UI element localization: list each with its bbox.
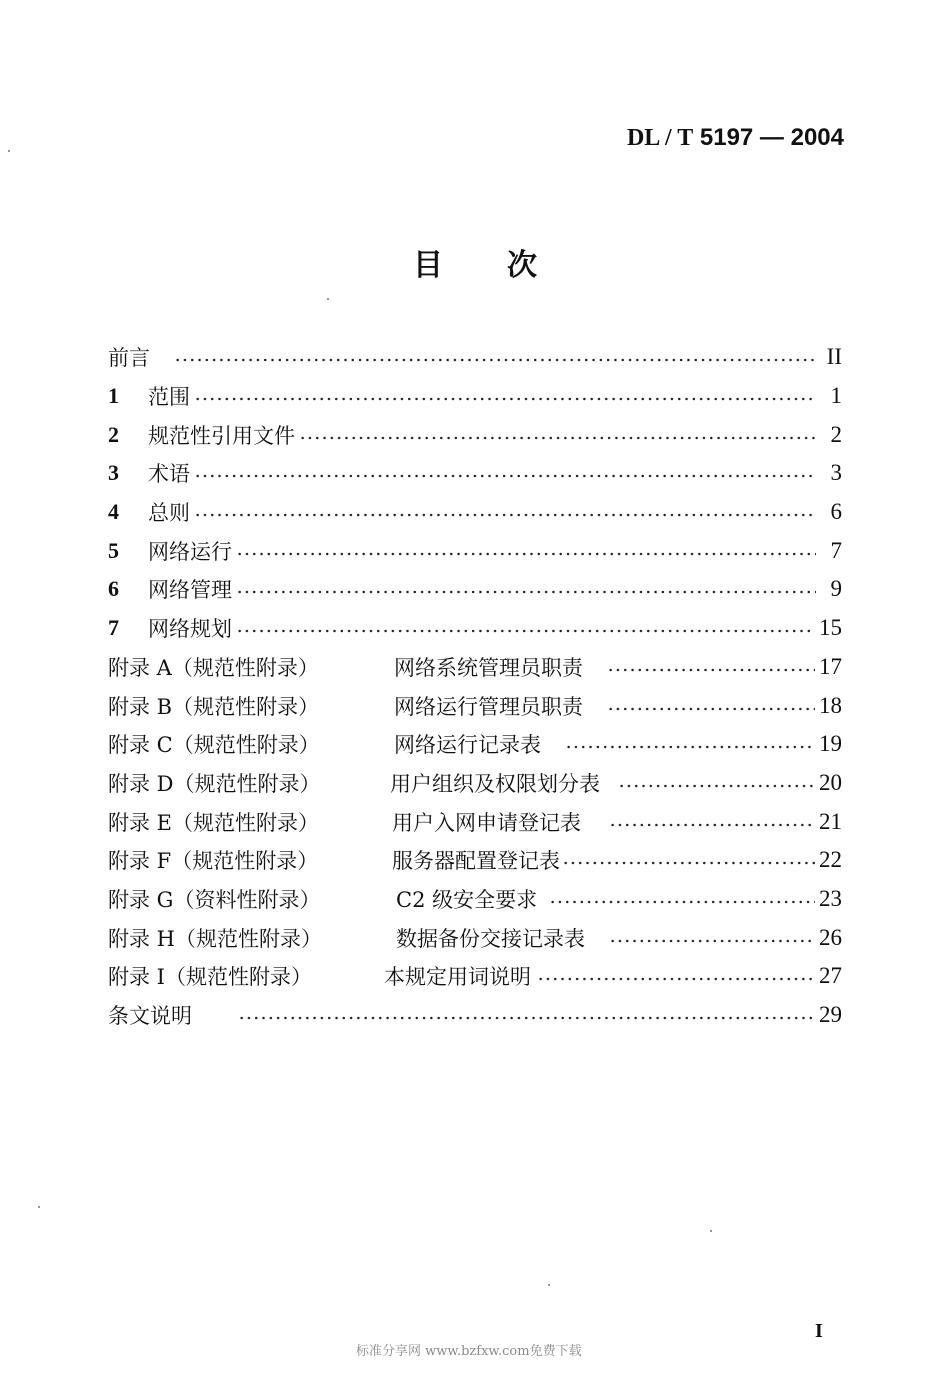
dot-leader xyxy=(609,939,815,943)
dot-leader xyxy=(236,590,816,594)
toc-number: 5 xyxy=(108,537,119,563)
toc-entry-chapter[interactable] xyxy=(108,570,842,609)
toc-entry-appendix[interactable] xyxy=(108,880,842,919)
page-number: I xyxy=(815,1320,823,1342)
appendix-prefix: 附录 F（规范性附录） xyxy=(108,849,319,874)
toc-page: 20 xyxy=(819,769,842,795)
toc-page: 18 xyxy=(819,692,842,718)
toc-entry-chapter[interactable] xyxy=(108,493,842,532)
dot-leader xyxy=(194,397,816,401)
dot-leader xyxy=(549,900,815,904)
appendix-prefix: 附录 H（规范性附录） xyxy=(108,926,322,951)
toc-page: 29 xyxy=(819,1002,842,1028)
toc-page: 21 xyxy=(819,808,842,834)
toc-page: 23 xyxy=(819,885,842,911)
toc-page: 17 xyxy=(819,653,842,679)
dot-leader xyxy=(299,436,816,440)
dot-leader xyxy=(194,513,816,517)
scan-speck xyxy=(38,1206,40,1208)
toc-label: 规范性引用文件 xyxy=(148,423,295,448)
standard-number: 5197 — 2004 xyxy=(699,124,844,151)
appendix-prefix: 附录 C（规范性附录） xyxy=(108,733,320,758)
toc-entry-appendix[interactable] xyxy=(108,648,842,687)
appendix-prefix: 附录 E（规范性附录） xyxy=(108,810,320,835)
toc-entry-appendix[interactable] xyxy=(108,686,842,725)
toc-label: C2 级安全要求 xyxy=(396,887,538,912)
toc-label: 网络系统管理员职责 xyxy=(394,655,583,680)
scan-speck xyxy=(548,1284,550,1286)
scan-speck xyxy=(327,298,329,300)
toc-entry-appendix[interactable] xyxy=(108,918,842,957)
toc-page: 27 xyxy=(819,963,842,989)
dot-leader xyxy=(618,784,815,788)
toc-label: 前言 xyxy=(108,346,150,371)
dot-leader xyxy=(236,552,816,556)
toc-label: 用户组织及权限划分表 xyxy=(390,771,600,796)
toc-label: 条文说明 xyxy=(108,1004,192,1029)
toc-entry-appendix[interactable] xyxy=(108,725,842,764)
toc-label: 本规定用词说明 xyxy=(384,965,531,990)
watermark: 标准分享网 www.bzfxw.com免费下载 xyxy=(356,1344,582,1359)
toc-page: 19 xyxy=(819,731,842,757)
toc-page: 6 xyxy=(830,499,842,525)
toc-label: 范围 xyxy=(148,385,190,410)
appendix-prefix: 附录 A（规范性附录） xyxy=(108,655,319,680)
toc-number: 3 xyxy=(108,460,119,486)
toc-page: 2 xyxy=(830,421,842,447)
toc-label: 网络运行记录表 xyxy=(394,733,541,758)
toc-entry-appendix[interactable] xyxy=(108,802,842,841)
toc-entry-appendix[interactable] xyxy=(108,957,842,996)
standard-code xyxy=(627,124,844,152)
dot-leader xyxy=(174,358,816,362)
toc-label: 用户入网申请登记表 xyxy=(392,810,581,835)
toc-page: 26 xyxy=(819,924,842,950)
appendix-prefix: 附录 G（资料性附录） xyxy=(108,887,321,912)
toc-number: 6 xyxy=(108,576,119,602)
toc-page: 9 xyxy=(830,576,842,602)
toc-label: 数据备份交接记录表 xyxy=(396,926,585,951)
table-of-contents xyxy=(108,338,842,1034)
dot-leader xyxy=(537,977,815,981)
toc-label: 网络规划 xyxy=(148,617,232,642)
dot-leader xyxy=(236,629,815,633)
toc-entry-explanation[interactable] xyxy=(108,996,842,1035)
toc-number: 7 xyxy=(108,615,119,641)
dot-leader xyxy=(194,474,816,478)
appendix-prefix: 附录 B（规范性附录） xyxy=(108,694,320,719)
toc-label: 总则 xyxy=(148,501,190,526)
dot-leader xyxy=(238,1016,815,1020)
toc-entry-appendix[interactable] xyxy=(108,764,842,803)
toc-label: 网络运行 xyxy=(148,539,232,564)
dot-leader xyxy=(607,707,815,711)
dot-leader xyxy=(565,745,815,749)
toc-page: 22 xyxy=(819,847,842,873)
toc-label: 网络管理 xyxy=(148,578,232,603)
page-title: 目次 xyxy=(413,248,601,283)
toc-entry-appendix[interactable] xyxy=(108,841,842,880)
toc-label: 网络运行管理员职责 xyxy=(394,694,583,719)
standard-prefix: DL / T xyxy=(626,125,694,151)
dot-leader xyxy=(609,823,815,827)
scan-speck xyxy=(710,1230,712,1232)
toc-page: II xyxy=(826,344,842,370)
toc-number: 2 xyxy=(108,421,119,447)
toc-entry-chapter[interactable] xyxy=(108,415,842,454)
dot-leader xyxy=(607,668,815,672)
toc-entry-chapter[interactable] xyxy=(108,377,842,416)
toc-entry-chapter[interactable] xyxy=(108,454,842,493)
toc-entry-preface[interactable] xyxy=(108,338,842,377)
toc-number: 1 xyxy=(108,383,119,409)
appendix-prefix: 附录 D（规范性附录） xyxy=(108,771,321,796)
toc-entry-chapter[interactable] xyxy=(108,609,842,648)
appendix-prefix: 附录 I（规范性附录） xyxy=(108,965,312,990)
toc-page: 1 xyxy=(830,383,842,409)
toc-page: 15 xyxy=(819,615,842,641)
toc-page: 7 xyxy=(830,537,842,563)
toc-page: 3 xyxy=(830,460,842,486)
toc-entry-chapter[interactable] xyxy=(108,531,842,570)
toc-label: 服务器配置登记表 xyxy=(392,849,560,874)
scan-speck xyxy=(8,150,10,152)
dot-leader xyxy=(562,861,815,865)
toc-number: 4 xyxy=(108,499,119,525)
toc-label: 术语 xyxy=(148,462,190,487)
